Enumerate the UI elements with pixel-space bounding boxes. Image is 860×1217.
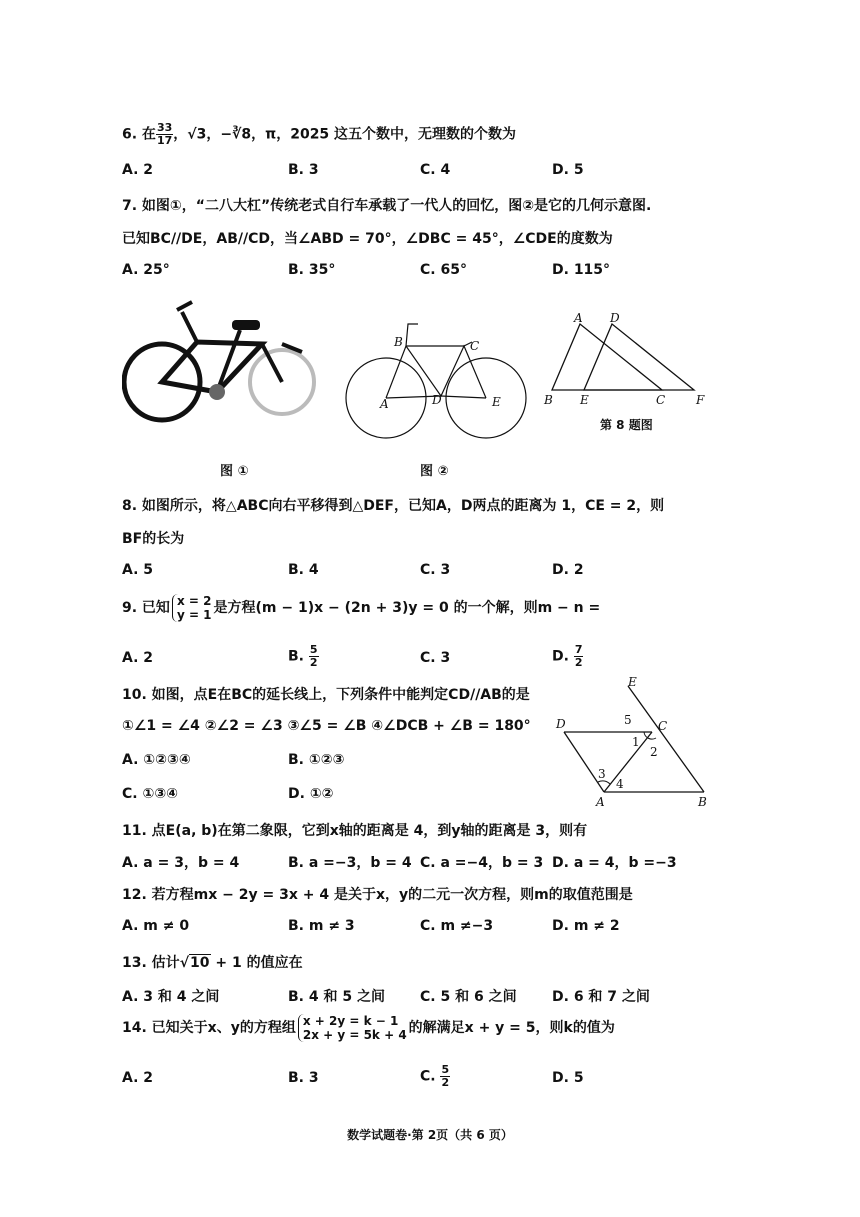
q6-option-a: A. 2 — [122, 162, 154, 178]
q13-option-d: D. 6 和 7 之间 — [552, 989, 650, 1005]
q14-option-c-label: C. — [420, 1068, 436, 1085]
fig2-point-b: B — [394, 335, 403, 349]
bicycle-diagram — [344, 316, 530, 446]
q9-prefix: 9. 已知 — [122, 600, 170, 616]
q13-option-c: C. 5 和 6 之间 — [420, 989, 517, 1005]
fig10-angle-5: 5 — [624, 713, 632, 727]
q6-prefix: 6. 在 — [122, 126, 156, 143]
question-7-line2: 已知BC//DE，AB//CD，当∠ABD = 70°，∠DBC = 45°，∠CDE的度数为 — [122, 231, 613, 247]
question-12: 12. 若方程mx − 2y = 3x + 4 是关于x，y的二元一次方程，则m的取值范围是 — [122, 887, 633, 903]
fig2-point-a: A — [380, 397, 389, 411]
q9-system — [172, 594, 212, 622]
figure-8-triangles — [540, 310, 720, 410]
q6-fraction — [156, 122, 173, 147]
q9-eq1: x = 2 — [176, 594, 212, 608]
q9-b-den: 2 — [309, 656, 318, 669]
q12-option-a: A. m ≠ 0 — [122, 918, 190, 934]
q9-option-d-frac — [574, 644, 584, 669]
q7-option-a: A. 25° — [122, 262, 170, 278]
q14-option-a: A. 2 — [122, 1070, 154, 1086]
q14-option-b: B. 3 — [288, 1070, 319, 1086]
question-9 — [122, 594, 600, 622]
figure-10-diagram — [552, 676, 732, 812]
fig10-point-d: D — [556, 717, 566, 731]
q6-option-c: C. 4 — [420, 162, 451, 178]
fig2-point-e: E — [492, 395, 501, 409]
q14-prefix: 14. 已知关于x、y的方程组 — [122, 1020, 296, 1036]
q6-option-d: D. 5 — [552, 162, 584, 178]
q14-c-num: 5 — [441, 1063, 450, 1076]
q14-eq2: 2x + y = 5k + 4 — [302, 1028, 407, 1042]
q13-prefix: 13. 估计 — [122, 955, 180, 971]
q6-frac-den: 17 — [156, 134, 173, 147]
page-footer: 数学试题卷·第 2页（共 6 页） — [347, 1128, 513, 1142]
q11-option-d: D. a = 4，b =−3 — [552, 855, 677, 871]
question-13: 13. 估计√10 + 1 的值应在 — [122, 955, 303, 971]
fig10-point-b: B — [698, 795, 707, 809]
q9-option-c: C. 3 — [420, 650, 451, 666]
fig2-point-c: C — [470, 339, 480, 353]
q13-option-a: A. 3 和 4 之间 — [122, 989, 220, 1005]
fig8-point-a: A — [574, 311, 583, 325]
q13-option-b: B. 4 和 5 之间 — [288, 989, 385, 1005]
q8-option-d: D. 2 — [552, 562, 584, 578]
q10-option-d: D. ①② — [288, 786, 334, 802]
q9-option-b-label: B. — [288, 648, 304, 665]
fig10-point-e: E — [628, 676, 637, 689]
q9-d-den: 2 — [574, 656, 583, 669]
q7-option-d: D. 115° — [552, 262, 611, 278]
q9-option-b-frac — [309, 644, 319, 669]
q14-option-c-frac — [440, 1064, 450, 1089]
q13-radicand: 10 — [190, 955, 210, 971]
question-10-line1: 10. 如图，点E在BC的延长线上，下列条件中能判定CD//AB的是 — [122, 687, 530, 703]
fig10-angle-2: 2 — [650, 745, 658, 759]
fig8-point-f: F — [696, 393, 705, 407]
q11-option-c: C. a =−4，b = 3 — [420, 855, 544, 871]
question-8-line2: BF的长为 — [122, 531, 185, 547]
q9-option-d — [552, 644, 583, 669]
fig8-point-b: B — [544, 393, 553, 407]
fig2-point-d: D — [432, 393, 442, 407]
figure-8-label: 第 8 题图 — [600, 418, 653, 432]
q12-option-d: D. m ≠ 2 — [552, 918, 620, 934]
fig10-point-c: C — [658, 719, 668, 733]
fig8-point-e: E — [580, 393, 589, 407]
fig8-point-d: D — [610, 311, 620, 325]
q9-b-num: 5 — [309, 643, 318, 656]
q9-option-a: A. 2 — [122, 650, 154, 666]
q9-d-num: 7 — [574, 643, 583, 656]
q7-option-b: B. 35° — [288, 262, 336, 278]
fig10-angle-3: 3 — [598, 767, 606, 781]
question-11: 11. 点E(a, b)在第二象限，它到x轴的距离是 4，到y轴的距离是 3，则有 — [122, 823, 588, 839]
q9-suffix: 是方程(m − 1)x − (2n + 3)y = 0 的一个解，则m − n = — [213, 600, 601, 616]
q7-option-c: C. 65° — [420, 262, 467, 278]
q14-suffix: 的解满足x + y = 5，则k的值为 — [408, 1020, 615, 1036]
fig10-angle-4: 4 — [616, 777, 624, 791]
q14-option-c — [420, 1064, 450, 1089]
q14-c-den: 2 — [441, 1076, 450, 1089]
q8-option-c: C. 3 — [420, 562, 451, 578]
q14-eq1: x + 2y = k − 1 — [302, 1014, 399, 1028]
q6-text: ，√3，−∛8，π，2025 这五个数中，无理数的个数为 — [173, 126, 517, 143]
q12-option-b: B. m ≠ 3 — [288, 918, 355, 934]
q10-option-a: A. ①②③④ — [122, 752, 191, 768]
q9-eq2: y = 1 — [176, 608, 212, 622]
question-10-line2: ①∠1 = ∠4 ②∠2 = ∠3 ③∠5 = ∠B ④∠DCB + ∠B = 180° — [122, 718, 531, 734]
fig8-point-c: C — [656, 393, 666, 407]
figure-2-label: 图 ② — [420, 464, 449, 479]
question-14 — [122, 1014, 615, 1042]
question-6 — [122, 122, 516, 147]
q11-option-b: B. a =−3，b = 4 — [288, 855, 412, 871]
q14-system — [298, 1014, 407, 1042]
fig10-angle-1: 1 — [632, 735, 640, 749]
question-8-line1: 8. 如图所示，将△ABC向右平移得到△DEF，已知A，D两点的距离为 1，CE = 2，则 — [122, 498, 665, 514]
q9-option-b — [288, 644, 319, 669]
q12-option-c: C. m ≠−3 — [420, 918, 494, 934]
q8-option-b: B. 4 — [288, 562, 319, 578]
q8-option-a: A. 5 — [122, 562, 154, 578]
q6-frac-num: 33 — [156, 121, 173, 134]
fig10-point-a: A — [596, 795, 605, 809]
q9-option-d-label: D. — [552, 648, 569, 665]
q10-option-c: C. ①③④ — [122, 786, 179, 802]
q14-option-d: D. 5 — [552, 1070, 584, 1086]
q10-option-b: B. ①②③ — [288, 752, 345, 768]
q11-option-a: A. a = 3，b = 4 — [122, 855, 240, 871]
bicycle-photo — [122, 292, 322, 442]
q6-option-b: B. 3 — [288, 162, 319, 178]
question-7-line1: 7. 如图①，“二八大杠”传统老式自行车承载了一代人的回忆，图②是它的几何示意图. — [122, 198, 652, 214]
q13-suffix: + 1 的值应在 — [210, 955, 303, 971]
figure-1-label: 图 ① — [220, 464, 249, 479]
